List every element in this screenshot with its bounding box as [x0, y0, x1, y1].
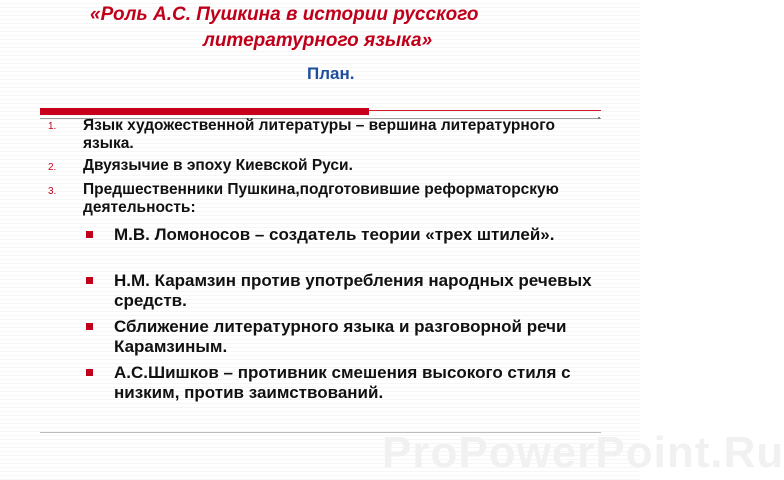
predecessor-item-text: Сближение литературного языка и разговорной речи Карамзиным. [114, 317, 567, 356]
plan-item-text: Предшественники Пушкина,подготовившие реформаторскую деятельность: [83, 181, 559, 216]
plan-item [0, 181, 600, 221]
predecessor-item-text: М.В. Ломоносов – создатель теории «трех штилей». [114, 225, 555, 244]
square-bullet-icon [86, 231, 93, 238]
predecessor-item-text: Н.М. Карамзин против употребления народных речевых средств. [114, 271, 592, 310]
watermark: ProPowerPoint.Ru [382, 428, 784, 477]
predecessors-list [0, 225, 600, 429]
square-bullet-icon [86, 277, 93, 284]
accent-rule-thick [40, 108, 369, 115]
plan-heading: План. [307, 64, 355, 83]
plan-item [0, 157, 600, 181]
square-bullet-icon [86, 323, 93, 330]
slide-title-line-2: литературного языка» [203, 30, 433, 51]
plan-item-number: 3. [48, 186, 57, 197]
predecessor-item-text: А.С.Шишков – противник смешения высокого стиля с низким, против заимствований. [114, 363, 571, 402]
slide-title [40, 2, 600, 54]
plan-item [0, 116, 600, 157]
square-bullet-icon [86, 369, 93, 376]
plan-list [0, 116, 600, 221]
plan-item-number: 1. [48, 121, 57, 132]
predecessor-item [0, 317, 600, 363]
plan-item-text: Язык художественной литературы – вершина литературного языка. [83, 117, 555, 152]
plan-item-text: Двуязычие в эпоху Киевской Руси. [83, 157, 353, 174]
predecessor-item [0, 271, 600, 317]
footer-rule [40, 432, 601, 433]
predecessor-item [0, 225, 600, 271]
plan-item-number: 2. [48, 162, 57, 173]
accent-rule-thin [369, 110, 601, 111]
slide-title-line-1: «Роль А.С. Пушкина в истории русского [90, 4, 479, 25]
predecessor-item [0, 363, 600, 429]
